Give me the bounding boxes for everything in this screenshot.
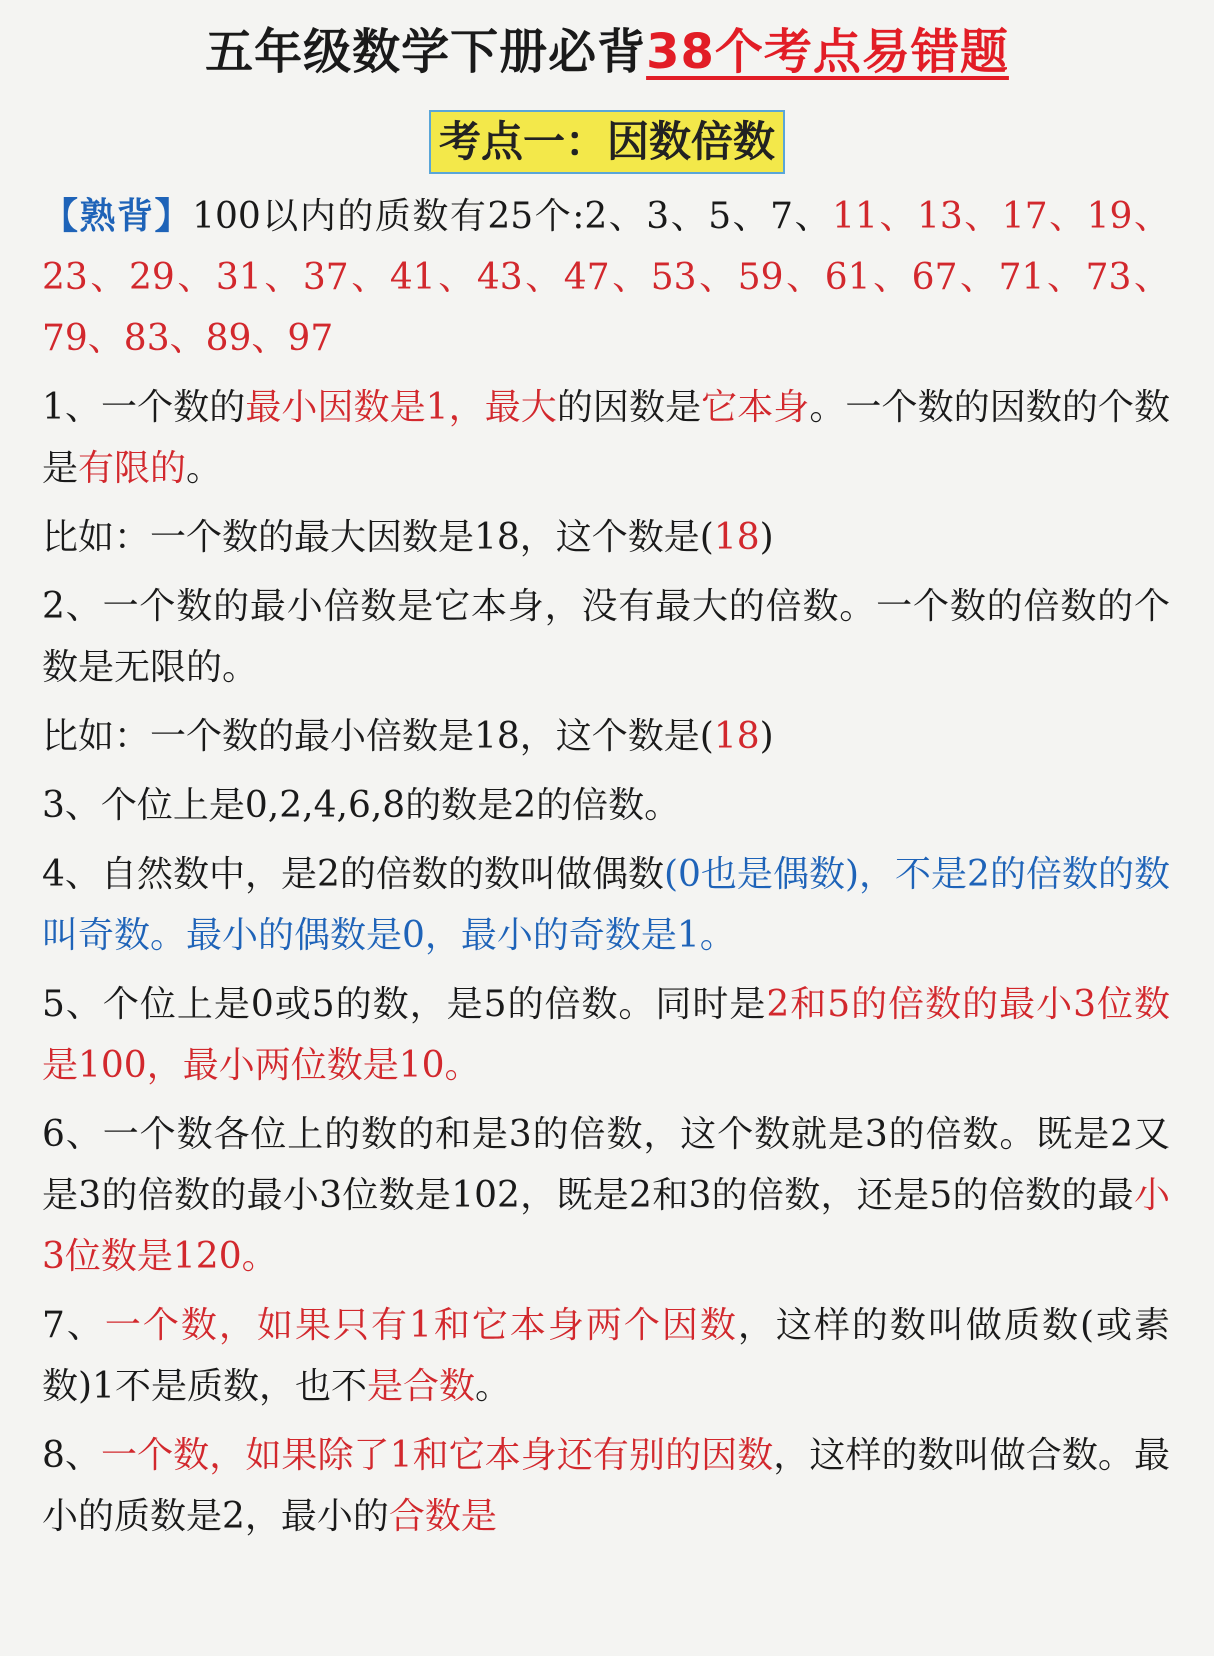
text: 2、一个数的最小倍数是它本身，没有最大的倍数。一个数的倍数的个数是无限的。: [42, 586, 1170, 688]
paragraph-4: [42, 844, 1170, 966]
text: 的因数是: [556, 387, 702, 428]
paragraph-6: [42, 1104, 1170, 1287]
prime-list: 11、13、17、19、23、29、31、37、41、43、47、53、59、61、67、71、73、79、83、89、97: [42, 196, 1170, 359]
memorize-tag: 【熟背】: [42, 195, 193, 237]
section-heading-wrap: [0, 110, 1214, 174]
highlight: 最小因数是1，最大: [245, 387, 557, 428]
highlight: 一个数，如果除了1和它本身还有别的因数: [101, 1435, 774, 1476]
text: 4、自然数中，是2的倍数的数叫做偶数: [42, 854, 664, 895]
section-heading: 考点一：因数倍数: [429, 110, 785, 174]
text: 100以内的质数有25个:2、3、5、7、: [192, 196, 833, 237]
text: 。一个数的因数的个数是: [42, 387, 1170, 489]
text: ): [759, 517, 774, 558]
paragraph-3: [42, 775, 1170, 836]
paragraph-8: [42, 1425, 1170, 1547]
page-title: [0, 16, 1214, 88]
text: 1、一个数的: [42, 387, 246, 428]
paragraph-5: [42, 974, 1170, 1096]
highlight: 小3位数是120。: [42, 1175, 1170, 1277]
highlight: 合数是: [388, 1496, 497, 1537]
text: 8、: [42, 1435, 102, 1476]
paragraph-1: [42, 377, 1170, 499]
highlight: 有限的: [78, 448, 187, 489]
highlight: 一个数，如果只有1和它本身两个因数: [104, 1305, 738, 1346]
paragraph-primes: [42, 186, 1170, 369]
text: 3、个位上是0,2,4,6,8的数是2的倍数。: [42, 785, 681, 826]
text: 6、一个数各位上的数的和是3的倍数，这个数就是3的倍数。既是2又是3的倍数的最小3位数是102，既是2和3的倍数，还是5的倍数的最: [42, 1114, 1170, 1216]
text: 比如：一个数的最小倍数是18，这个数是(: [42, 716, 714, 757]
text: 比如：一个数的最大因数是18，这个数是(: [42, 517, 714, 558]
example-2: [42, 706, 1170, 767]
content: [42, 186, 1170, 1555]
text: ): [759, 716, 774, 757]
paragraph-2: [42, 576, 1170, 698]
text: 7、: [42, 1305, 105, 1346]
title-main: 五年级数学下册必背: [205, 24, 647, 80]
answer: 18: [713, 716, 760, 757]
example-1: [42, 507, 1170, 568]
highlight: 它本身: [701, 387, 810, 428]
text: 。: [474, 1366, 511, 1407]
highlight-blue: (0也是偶数)，不是2的倍数的数叫奇数。最小的偶数是0，最小的奇数是1。: [42, 854, 1170, 956]
answer: 18: [713, 517, 760, 558]
title-highlight: 38个考点易错题: [646, 24, 1009, 80]
text: 5、个位上是0或5的数，是5的倍数。同时是: [42, 984, 767, 1025]
text: ，这样的数叫做合数。最小的质数是2，最小的: [42, 1435, 1170, 1537]
highlight: 是合数: [366, 1366, 475, 1407]
text: ，这样的数叫做质数(或素数)1不是质数，也不: [42, 1305, 1171, 1407]
highlight: 2和5的倍数的最小3位数是100，最小两位数是10。: [42, 984, 1171, 1086]
paragraph-7: [42, 1295, 1170, 1417]
text: 。: [186, 448, 223, 489]
